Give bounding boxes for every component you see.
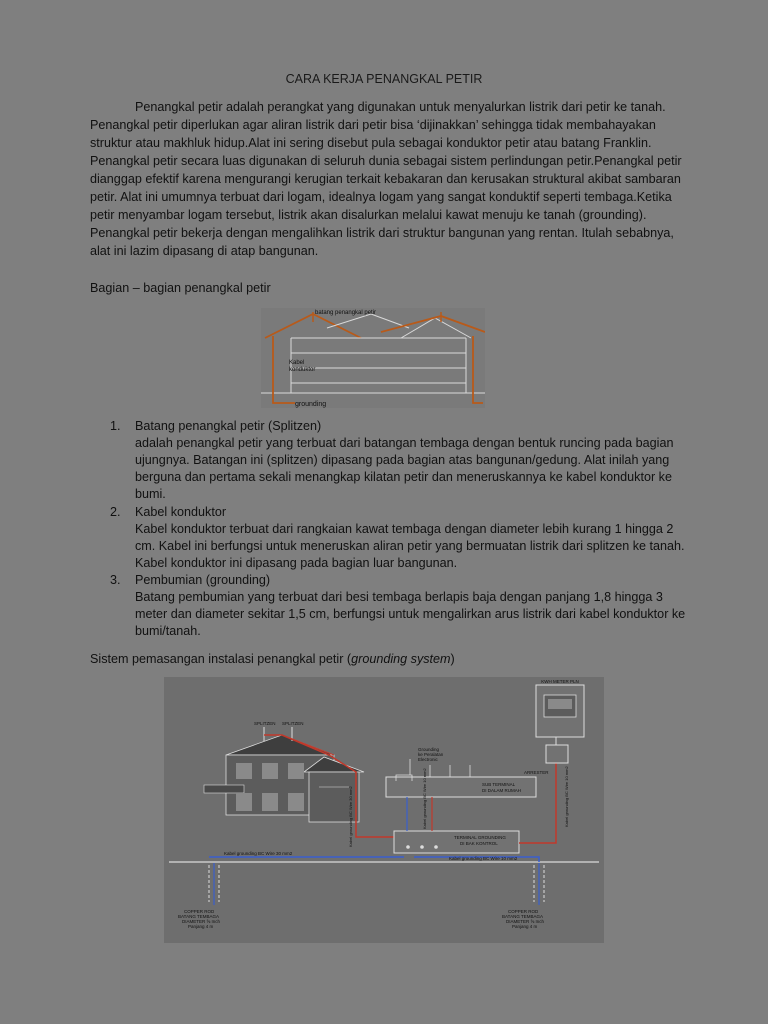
- figure-lightning-rod-parts: [261, 308, 485, 408]
- figure2-label-cable-right: Kabel grounding BC Wire 10 mm2: [449, 856, 518, 861]
- figure2-label-rod-right-2: BATANG TEMBAGA: [502, 914, 544, 919]
- figure2-label-rod-left-4: Panjang 4 m: [188, 924, 214, 929]
- figure2-label-vert-cable-3: Kabel grounding BC Wire 10 mm2: [564, 766, 569, 827]
- list-item-number: 1.: [110, 419, 121, 433]
- figure1-label-grounding: grounding: [295, 401, 327, 408]
- figure2-label-grounding-equipment-1: Grounding: [418, 747, 440, 752]
- figure2-label-sub-terminal-1: SUB TERMINAL: [482, 782, 516, 787]
- list-item-heading: Batang penangkal petir (Splitzen): [135, 419, 322, 433]
- figure2-label-rod-left-3: DIAMETER ⅝ Inch: [182, 919, 221, 924]
- figure1-label-cable-2: konduktor: [289, 367, 316, 373]
- figure2-label-splitzen-1: SPLITZEN: [254, 721, 276, 726]
- section-heading-parts: Bagian – bagian penangkal petir: [90, 281, 271, 295]
- section-heading-system: Sistem pemasangan instalasi penangkal petir (grounding system): [90, 652, 455, 666]
- figure1-illustration: [261, 308, 485, 408]
- list-item-text: Batang pembumian yang terbuat dari besi tembaga berlapis baja dengan panjang 1,8 hingga 3 meter dan diameter sekitar 1,5 cm, berfungsi untuk mengalirkan arus listrik dari kabel konduktor ke bumi/tanah.: [135, 590, 686, 638]
- figure2-label-arrester: ARRESTER: [524, 770, 549, 775]
- list-item-text: adalah penangkal petir yang terbuat dari batangan tembaga dengan bentuk runcing pada bagian ujungnya. Batangan ini (splitzen) dipasang pada bagian atas bangunan/gedung. Alat inilah yang berguna dan pertama sekali menangkap kilatan petir dan meneruskannya ke kabel konduktor ke bumi.: [135, 436, 674, 501]
- figure2-label-grounding-equipment-3: Electronic: [418, 757, 438, 762]
- sub-terminal-box: [386, 777, 536, 797]
- figure2-label-kwh: KWH METER PLN: [541, 679, 579, 684]
- figure2-label-sub-terminal-2: DI DALAM RUMAH: [482, 788, 522, 793]
- document-title: CARA KERJA PENANGKAL PETIR: [285, 72, 483, 86]
- figure2-label-grounding-equipment-2: ke Peralatan: [418, 752, 444, 757]
- figure2-label-terminal-grounding-2: DI BAK KONTROL: [460, 841, 498, 846]
- list-item-number: 3.: [110, 573, 121, 587]
- figure2-label-rod-right-1: COPPER ROD: [508, 909, 539, 914]
- figure2-illustration: [164, 677, 604, 943]
- intro-paragraph: Penangkal petir adalah perangkat yang digunakan untuk menyalurkan listrik dari petir ke tanah. Penangkal petir diperlukan agar aliran listrik dari petir bisa ‘dijinakkan’ sehingga tidak membahayakan struktur atau makhluk hidup.Alat ini sering disebut pula sebagai konduktor petir atau batang Franklin. Penangkal petir secara luas digunakan di seluruh dunia sebagai sistem perlindungan petir.Penangkal petir dianggap efektif karena mengurangi kerugian terkait kebakaran dan kerusakan struktural akibat sambaran petir. Alat ini umumnya terbuat dari logam, idealnya logam yang sangat konduktif seperti tembaga.Ketika petir menyambar logam tersebut, listrik akan disalurkan melalui kawat menuju ke tanah (grounding). Penangkal petir bekerja dengan mengalihkan listrik dari struktur bangunan yang rentan. Itulah sebabnya, alat ini lazim dipasang di atap bangunan.: [90, 100, 682, 258]
- arrester-box: [546, 745, 568, 763]
- list-item-text: Kabel konduktor terbuat dari rangkaian kawat tembaga dengan diameter lebih kurang 1 hingga 2 cm. Kabel ini berfungsi untuk meneruskan aliran petir yang bermuatan listrik dari splitzen ke tanah. Kabel konduktor ini dipasang pada bagian luar bangunan.: [135, 522, 685, 570]
- figure2-label-rod-right-3: DIAMETER ⅝ Inch: [506, 919, 545, 924]
- figure2-label-rod-left-2: BATANG TEMBAGA: [178, 914, 220, 919]
- figure2-label-splitzen-2: SPLITZEN: [282, 721, 304, 726]
- figure1-label-cable-1: Kabel: [289, 360, 305, 366]
- figure2-label-cable-left: Kabel grounding BC Wire 30 mm2: [224, 851, 293, 856]
- figure1-label-rod: batang penangkal petir: [315, 310, 377, 316]
- figure2-label-vert-cable-1: Kabel grounding BC Wire 30 mm2: [348, 786, 353, 847]
- list-item-heading: Kabel konduktor: [135, 505, 227, 519]
- figure2-label-vert-cable-2: Kabel grounding BC Wire 10 mm2: [422, 768, 427, 829]
- figure2-label-rod-left-1: COPPER ROD: [184, 909, 215, 914]
- figure2-label-terminal-grounding-1: TERMINAL GROUNDING: [454, 835, 506, 840]
- list-item-number: 2.: [110, 505, 121, 519]
- figure2-label-rod-right-4: Panjang 4 m: [512, 924, 538, 929]
- list-item-heading: Pembumian (grounding): [135, 573, 271, 587]
- figure-grounding-system: [164, 677, 604, 943]
